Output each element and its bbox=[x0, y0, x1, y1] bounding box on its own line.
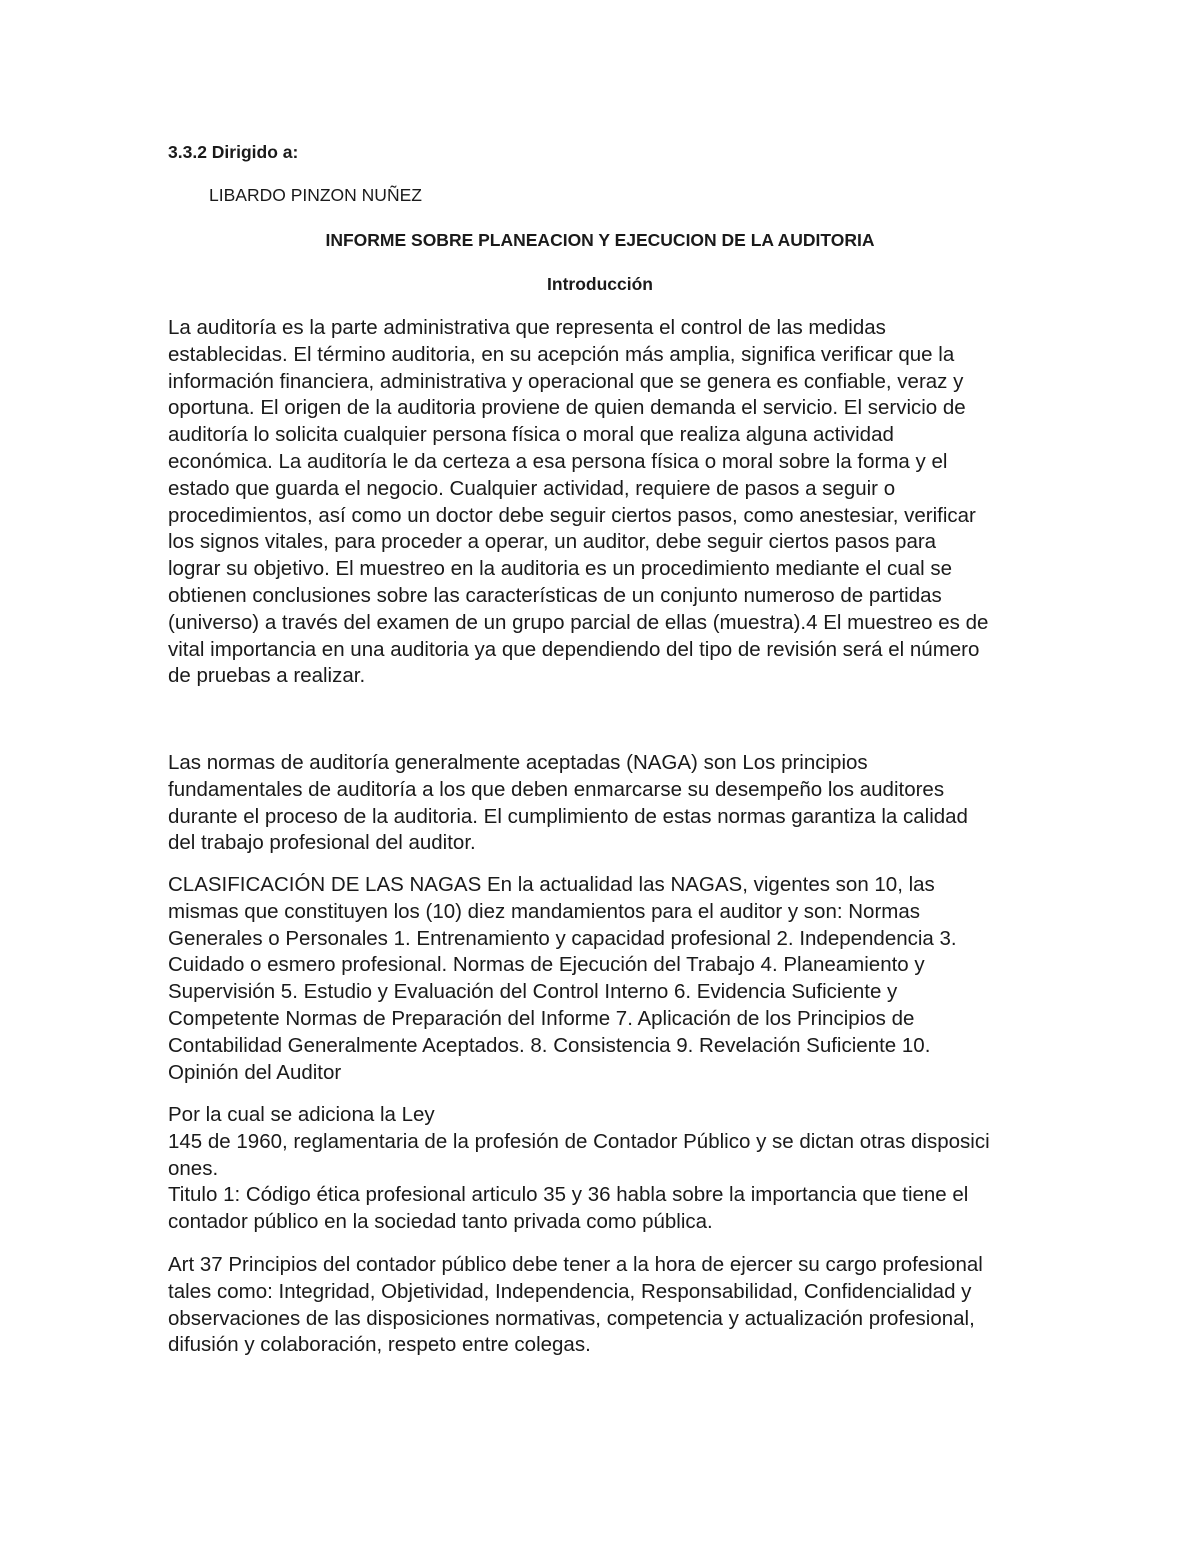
text-line: tales como: Integridad, Objetividad, Independencia, Responsabilidad, Confidencialidad y bbox=[168, 1279, 972, 1303]
section-heading: 3.3.2 Dirigido a: bbox=[168, 142, 299, 162]
text-line: Las normas de auditoría generalmente aceptadas (NAGA) son Los principios bbox=[168, 751, 868, 774]
text-line: estado que guarda el negocio. Cualquier actividad, requiere de pasos a seguir o bbox=[168, 476, 896, 500]
text-line: observaciones de las disposiciones normativas, competencia y actualización profesional, bbox=[168, 1306, 975, 1330]
text-line: fundamentales de auditoría a los que deben enmarcarse su desempeño los auditores bbox=[168, 777, 945, 801]
text-line: procedimientos, así como un doctor debe seguir ciertos pasos, como anestesiar, verificar bbox=[168, 503, 976, 527]
text-line: Art 37 Principios del contador público debe tener a la hora de ejercer su cargo profesional bbox=[168, 1253, 983, 1276]
text-line: difusión y colaboración, respeto entre colegas. bbox=[168, 1333, 591, 1357]
text-line: Contabilidad Generalmente Aceptados. 8. Consistencia 9. Revelación Suficiente 10. bbox=[168, 1033, 931, 1057]
text-line: económica. La auditoría le da certeza a esa persona física o moral sobre la forma y el bbox=[168, 449, 948, 473]
text-line: Supervisión 5. Estudio y Evaluación del Control Interno 6. Evidencia Suficiente y bbox=[168, 980, 898, 1004]
text-line: lograr su objetivo. El muestreo en la auditoria es un procedimiento mediante el cual se bbox=[168, 557, 952, 581]
introduction-heading: Introducción bbox=[547, 274, 653, 294]
paragraph-naga bbox=[168, 750, 1043, 857]
text-line: Titulo 1: Código ética profesional articulo 35 y 36 habla sobre la importancia que tiene el bbox=[168, 1183, 969, 1207]
text-line: La auditoría es la parte administrativa que representa el control de las medidas bbox=[168, 316, 886, 339]
text-line: Cuidado o esmero profesional. Normas de Ejecución del Trabajo 4. Planeamiento y bbox=[168, 953, 925, 977]
paragraph-clasificacion-nagas bbox=[168, 872, 1043, 1086]
text-line: Generales o Personales 1. Entrenamiento y capacidad profesional 2. Independencia 3. bbox=[168, 926, 957, 950]
text-line: del trabajo profesional del auditor. bbox=[168, 831, 476, 855]
text-line: obtienen conclusiones sobre las características de un conjunto numeroso de partidas bbox=[168, 583, 942, 607]
text-line: oportuna. El origen de la auditoria proviene de quien demanda el servicio. El servicio de bbox=[168, 396, 966, 420]
text-line: Competente Normas de Preparación del Informe 7. Aplicación de los Principios de bbox=[168, 1006, 915, 1030]
text-line: CLASIFICACIÓN DE LAS NAGAS En la actualidad las NAGAS, vigentes son 10, las bbox=[168, 873, 935, 896]
text-line: auditoría lo solicita cualquier persona física o moral que realiza alguna actividad bbox=[168, 423, 894, 447]
addressee-name: LIBARDO PINZON NUÑEZ bbox=[209, 185, 422, 205]
text-line: mismas que constituyen los (10) diez mandamientos para el auditor y son: Normas bbox=[168, 899, 921, 923]
text-line: 145 de 1960, reglamentaria de la profesión de Contador Público y se dictan otras disposici bbox=[168, 1129, 990, 1153]
paragraph-ley-145 bbox=[168, 1102, 1043, 1236]
text-line: Opinión del Auditor bbox=[168, 1060, 342, 1084]
text-line: los signos vitales, para proceder a operar, un auditor, debe seguir ciertos pasos para bbox=[168, 530, 937, 554]
document-title: INFORME SOBRE PLANEACION Y EJECUCION DE LA AUDITORIA bbox=[325, 230, 875, 250]
text-line: contador público en la sociedad tanto privada como pública. bbox=[168, 1210, 713, 1234]
text-line: establecidas. El término auditoria, en su acepción más amplia, significa verificar que la bbox=[168, 342, 955, 366]
paragraph-auditoria bbox=[168, 315, 1043, 690]
text-line: ones. bbox=[168, 1156, 219, 1180]
text-line: vital importancia en una auditoria ya que dependiendo del tipo de revisión será el número bbox=[168, 637, 980, 661]
text-line: de pruebas a realizar. bbox=[168, 664, 366, 688]
text-line: durante el proceso de la auditoria. El cumplimiento de estas normas garantiza la calidad bbox=[168, 804, 968, 828]
text-line: Por la cual se adiciona la Ley bbox=[168, 1103, 435, 1126]
paragraph-art-37 bbox=[168, 1252, 1043, 1359]
text-line: (universo) a través del examen de un grupo parcial de ellas (muestra).4 El muestreo es de bbox=[168, 610, 989, 634]
text-line: información financiera, administrativa y operacional que se genera es confiable, veraz y bbox=[168, 369, 964, 393]
